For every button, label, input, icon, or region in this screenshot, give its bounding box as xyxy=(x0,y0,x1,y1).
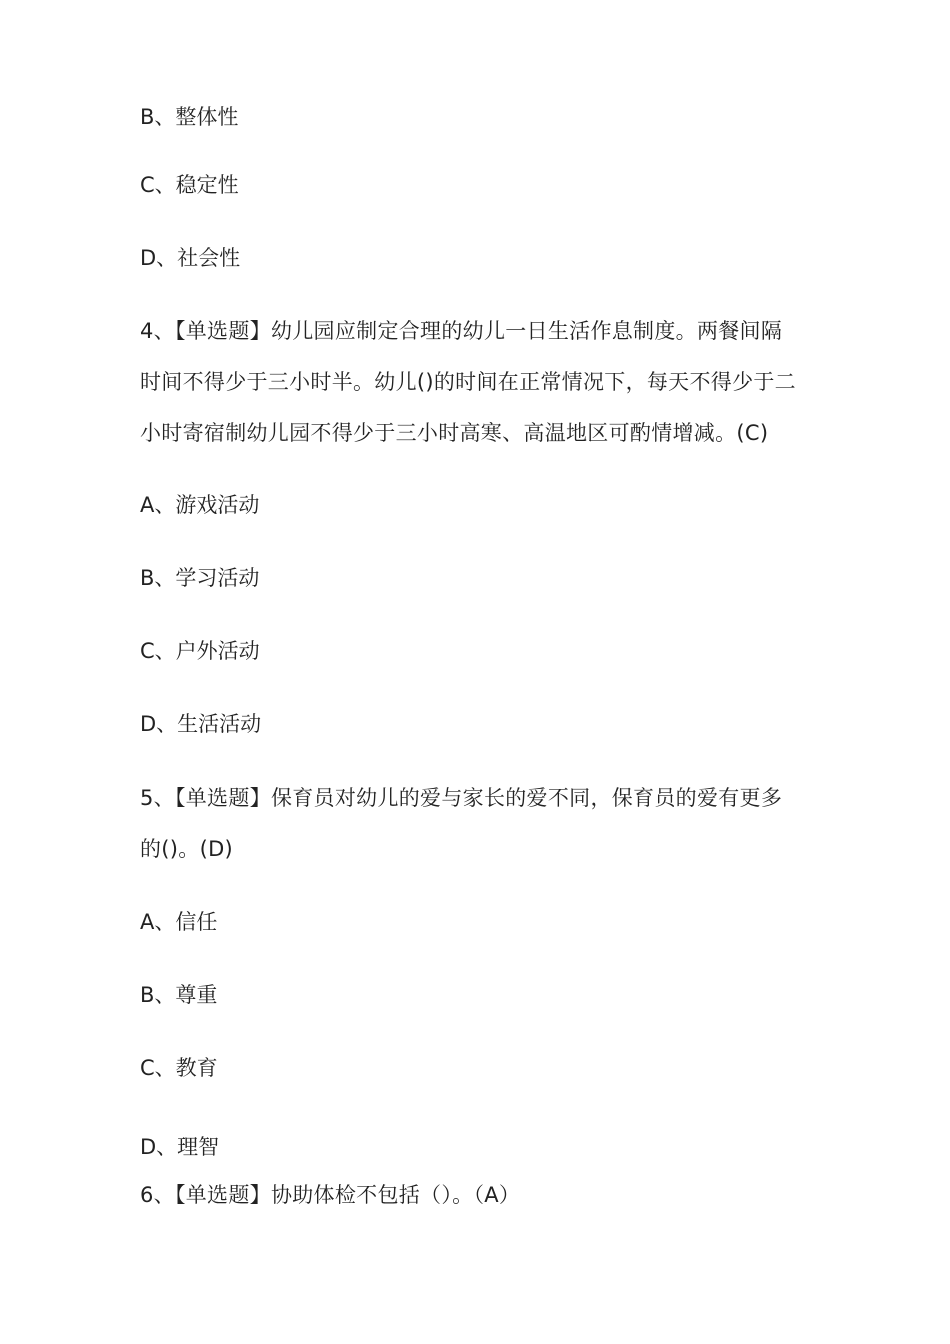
q5-option-d: D、理智 xyxy=(140,1135,220,1159)
q5-option-b: B、尊重 xyxy=(140,983,218,1007)
q3-option-d: D、社会性 xyxy=(140,246,241,270)
q4-question-line-2: 时间不得少于三小时半。幼儿()的时间在正常情况下，每天不得少于二 xyxy=(140,370,796,394)
q5-question-line-2: 的()。(D) xyxy=(140,837,234,861)
q3-option-b: B、整体性 xyxy=(140,105,239,129)
q4-option-b: B、学习活动 xyxy=(140,566,260,590)
q4-option-d: D、生活活动 xyxy=(140,712,262,736)
q5-question-line-1: 5、【单选题】保育员对幼儿的爱与家长的爱不同，保育员的爱有更多 xyxy=(140,786,783,810)
q6-question-line-1: 6、【单选题】协助体检不包括（）。（A） xyxy=(140,1183,521,1207)
q4-option-a: A、游戏活动 xyxy=(140,493,260,517)
q3-option-c: C、稳定性 xyxy=(140,173,239,197)
q5-option-c: C、教育 xyxy=(140,1056,218,1080)
q5-option-a: A、信任 xyxy=(140,910,218,934)
q4-question-line-3: 小时寄宿制幼儿园不得少于三小时高寒、高温地区可酌情增减。(C) xyxy=(140,421,769,445)
q4-option-c: C、户外活动 xyxy=(140,639,260,663)
q4-question-line-1: 4、【单选题】幼儿园应制定合理的幼儿一日生活作息制度。两餐间隔 xyxy=(140,319,783,343)
